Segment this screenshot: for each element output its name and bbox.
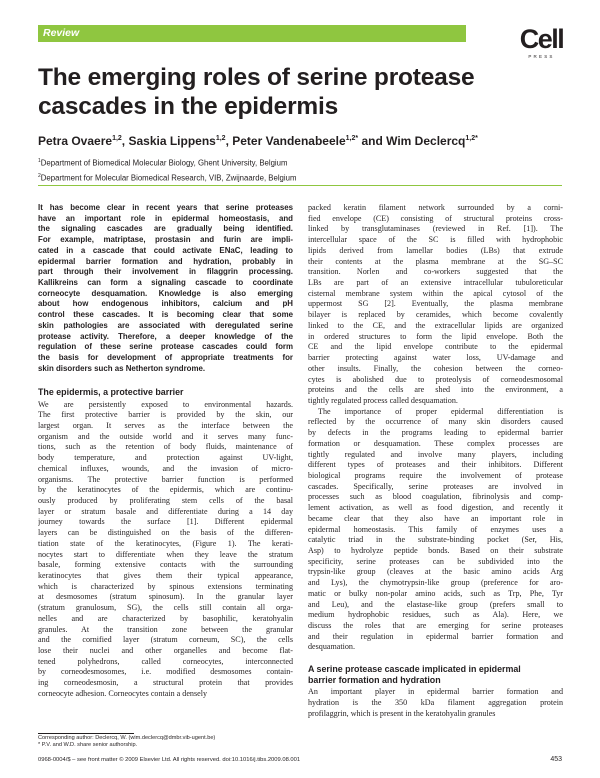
text-line: corneocyte adhesion. Corneocytes contain a densely	[38, 688, 208, 698]
text-line: LBs are part of an extensive intracellular tubuloreticular	[308, 278, 563, 288]
affiliation-text: Department for Molecular Biomedical Research, VIB, Zwijnaarde, Belgium	[40, 173, 297, 183]
text-line: cisternal membrane system within the apical cytosol of the	[308, 288, 563, 298]
text-line: trypsin-like group (cleaves at the basic amino acids Arg	[308, 567, 563, 577]
affiliation-mark: 2	[38, 172, 41, 179]
section-heading: A serine protease cascade implicated in epidermal	[308, 664, 521, 675]
page-footer	[38, 756, 562, 764]
text-line: tions, such as the retention of body fluids, maintenance of	[38, 442, 293, 452]
author-affil-mark: 1,2*	[345, 135, 359, 142]
text-line: keratinocytes that gives them their typical appearance,	[38, 571, 293, 580]
text-line: and Leu), and the elastase-like group (prefers small to	[308, 599, 563, 609]
abstract	[38, 203, 293, 375]
text-line: linked to the CE, and the extracellular lipids are organized	[308, 320, 563, 330]
text-line: catalytic triad in the substrate-binding pocket (Ser, His,	[308, 535, 563, 545]
footnote-shared-authorship: * P.V. and W.D. share senior authorship.	[38, 742, 138, 748]
text-line: tightly regulated and involve many players, including	[308, 449, 563, 459]
text-line: by corneodesmosomes, i.e. modified desmosomes contain-	[38, 667, 293, 677]
text-line: ously produced by proliferating stem cells of the basal	[38, 495, 293, 505]
text-line: tiation state of the keratinocytes, (Figure 1). The kerati-	[38, 538, 293, 548]
author-affil-mark: 1,2*	[465, 135, 478, 142]
text-line: lipids derived from lamellar bodies (LBs) that extrude	[308, 245, 563, 255]
section-heading: The epidermis, a protective barrier	[38, 386, 184, 397]
affiliation-mark: 1	[38, 158, 41, 164]
text-line: lose their nuclei and other organelles and become flat-	[38, 646, 293, 656]
journal-logo	[519, 25, 564, 59]
text-line: specificity, serine proteases can be subdivided into the	[308, 556, 563, 566]
text-line: bilayer is replaced by ceramides, which become covalently	[308, 310, 563, 320]
abstract-line: have an important role in epidermal homeostasis, and	[38, 213, 293, 223]
text-line: epidermal homeostasis. This family of enzymes uses a	[308, 524, 563, 534]
text-line: organisms. The protective barrier function is performed	[38, 474, 293, 484]
text-line: linked by transglutaminases (reviewed in Ref. [1]). The	[308, 224, 563, 234]
text-line: transition. Norlen and co-workers suggested that the	[308, 267, 563, 277]
text-line: hydration is the 350 kDa filament aggregation protein	[308, 697, 563, 707]
text-line: discuss the roles that are emerging for serine proteases	[308, 621, 563, 631]
issn-doi-line: 0968-0004/$ – see front matter © 2009 Elsevier Ltd. All rights reserved. doi:10.1016/j.tibs.2009.08.001	[38, 757, 301, 763]
author-and: and	[358, 134, 387, 148]
abstract-line: part through their involvement in filaggrin processing.	[38, 267, 293, 277]
text-line: by the keratinocytes of the epidermis, which are continu-	[38, 485, 293, 495]
abstract-line: cated in a cascade that could activate ENaC, leading to	[38, 245, 293, 255]
author-name: Saskia Lippens	[128, 134, 216, 148]
text-line: ing corneodesmosin, a structural protein that provides	[38, 678, 293, 688]
text-line: cytes is abolished due to proteolysis of corneodesmosomal	[308, 374, 563, 384]
affiliation	[38, 155, 568, 170]
abstract-line: the signaling cascades are gradually being identified.	[38, 224, 293, 234]
text-line: granules. At the transition zone between the granular	[38, 624, 293, 634]
text-line: lement activation, as well as food digestion, and recently it	[308, 503, 563, 513]
abstract-line: protease activity. Therefore, a deeper knowledge of the	[38, 331, 293, 341]
footnote-divider	[38, 733, 134, 734]
footnotes	[38, 735, 293, 749]
text-line: tightly regulated process called desquamation.	[308, 395, 458, 405]
affiliation-text: Department of Biomedical Molecular Biology, Ghent University, Belgium	[40, 158, 288, 168]
abstract-line: It has become clear in recent years that serine proteases	[38, 203, 293, 212]
author-separator: ,	[121, 134, 129, 148]
page-number: 453	[550, 756, 562, 763]
text-line: layers can be distinguished on the basis of the differen-	[38, 528, 293, 538]
article-title	[38, 63, 558, 121]
text-line: proteins and the cells are shed into the environment, a	[308, 385, 563, 395]
text-line: CE and the lipid envelope contribute to the epidermal	[308, 342, 563, 352]
text-line: matic or bulky non-polar amino acids, such as Trp, Phe, Tyr	[308, 588, 563, 598]
text-line: The importance of proper epidermal differentiation is	[318, 406, 563, 416]
text-line: reflected by the occurrence of many skin disorders caused	[308, 417, 563, 427]
title-line: The emerging roles of serine protease	[38, 64, 475, 91]
author-name: Petra Ovaere	[38, 134, 113, 148]
text-line: basale, forming extensive contacts with the surrounding	[38, 560, 293, 570]
text-line: (stratum granulosum, SG), the cells still contain all orga-	[38, 603, 293, 613]
text-line: organism and the outside world and it serves many func-	[38, 431, 293, 441]
text-line: barrier protecting against water loss, UV-damage and	[308, 353, 563, 363]
author-affil-mark: 1,2	[112, 135, 122, 142]
abstract-line: control these cascades. It is becoming clear that some	[38, 310, 293, 320]
text-line: chemical influxes, wounds, and the invasion of micro-	[38, 463, 293, 473]
body-text	[308, 687, 563, 719]
abstract-line: epidermal barrier formation and hydration, probably in	[38, 256, 293, 266]
abstract-line: skin disorders such as Netherton syndrome.	[38, 363, 206, 373]
text-line: profilaggrin, which is present in the keratohyalin granules	[308, 708, 496, 718]
text-line: uppermost SG [2]. Eventually, the plasma membrane	[308, 299, 563, 309]
text-line: journey towards the surface [1]. Different epidermal	[38, 517, 293, 527]
text-line: largest organ. It serves as the interface between the	[38, 420, 293, 430]
text-line: became clear that they also have an important role in	[308, 513, 563, 523]
abstract-line: the basis for development of appropriate treatments for	[38, 353, 293, 363]
text-line: which is characterized by spinous extensions terminating	[38, 581, 293, 591]
abstract-line: skin pathologies are associated with deregulated serine	[38, 320, 293, 330]
body-text	[308, 407, 563, 654]
title-line: cascades in the epidermis	[38, 93, 339, 120]
text-line: We are persistently exposed to environmental hazards.	[38, 399, 293, 409]
text-line: other insults. Finally, the cohesion between the corneo-	[308, 363, 563, 373]
abstract-line: regulation of these serine protease cascades could form	[38, 342, 293, 352]
author-affil-mark: 1,2	[215, 135, 226, 142]
text-line: processes such as blood coagulation, fibrinolysis and comp-	[308, 492, 563, 502]
text-line: nocytes start to differentiate when they leave the stratum	[38, 549, 293, 559]
text-line: Asp) to hydrolyze peptide bonds. Based on their substrate	[308, 546, 563, 555]
text-line: medium hydrophobic residues, such as Ala). Here, we	[308, 610, 563, 620]
author-name: Wim Declercq	[386, 134, 466, 148]
text-line: intercellular space of the SC is filled with hydrophobic	[308, 235, 563, 245]
text-line: formation or desquamation. These complex processes are	[308, 438, 563, 448]
section-heading: barrier formation and hydration	[308, 675, 441, 686]
header-divider	[38, 185, 562, 186]
text-line: and their regulation in epidermal barrier formation and	[308, 631, 563, 641]
text-line: body temperature, and protection against UV-light,	[38, 453, 293, 463]
text-line: desquamation.	[308, 642, 355, 652]
author-separator: ,	[225, 134, 233, 148]
text-line: biological programs require the involvement of protease	[308, 470, 563, 480]
text-line: by defects in the programs leading to epidermal barrier	[308, 428, 563, 438]
text-line: and Lys), the chymotrypsin-like group (preference for aro-	[308, 578, 563, 588]
abstract-line: corneocyte desquamation. Knowledge is also emerging	[38, 288, 293, 298]
left-column	[38, 203, 293, 700]
text-line: their contents at the plasma membrane at the SG–SC	[308, 256, 563, 266]
text-line: at desmosomes (stratum spinosum). In the granular layer	[38, 592, 293, 602]
body-text	[38, 400, 293, 700]
journal-logo-press: PRESS	[528, 54, 555, 59]
text-line: in ordered structures to form the lipid envelope. Both the	[308, 331, 563, 341]
text-line: The first protective barrier is provided by the skin, our	[38, 410, 293, 420]
text-line: fied envelope (CE) consisting of structural proteins cross-	[308, 213, 563, 223]
journal-logo-word: Cell	[519, 24, 564, 54]
body-text	[308, 203, 563, 407]
text-line: packed keratin filament network surrounded by a corni-	[308, 203, 563, 212]
author-name: Peter Vandenabeele	[232, 134, 346, 148]
abstract-line: Kallikreins can form a signaling cascade to coordinate	[38, 278, 293, 288]
text-line: and the cornified layer (stratum corneum, SC), the cells	[38, 635, 293, 645]
affiliation	[38, 170, 568, 185]
text-line: nelles and are characterized by basophilic, keratohyalin	[38, 613, 293, 623]
text-line: An important player in epidermal barrier formation and	[308, 687, 563, 697]
affiliations	[38, 155, 568, 184]
text-line: tened polyhedrons, called corneocytes, interconnected	[38, 656, 293, 666]
text-line: different types of proteases and their inhibitors. Different	[308, 460, 563, 470]
abstract-line: For example, matriptase, prostasin and furin are impli-	[38, 235, 293, 245]
footnote-corresponding: Corresponding author: Declercq, W. (wim.declercq@dmbr.vib-ugent.be)	[38, 735, 216, 741]
abstract-line: about how endogenous inhibitors, calcium and pH	[38, 299, 293, 309]
text-line: cascades. Specifically, serine proteases are involved in	[308, 481, 563, 491]
section-label: Review	[38, 25, 466, 42]
author-list	[38, 131, 568, 149]
text-line: layer or stratum basale and differentiate during a 14 day	[38, 506, 293, 516]
right-column	[308, 203, 563, 719]
